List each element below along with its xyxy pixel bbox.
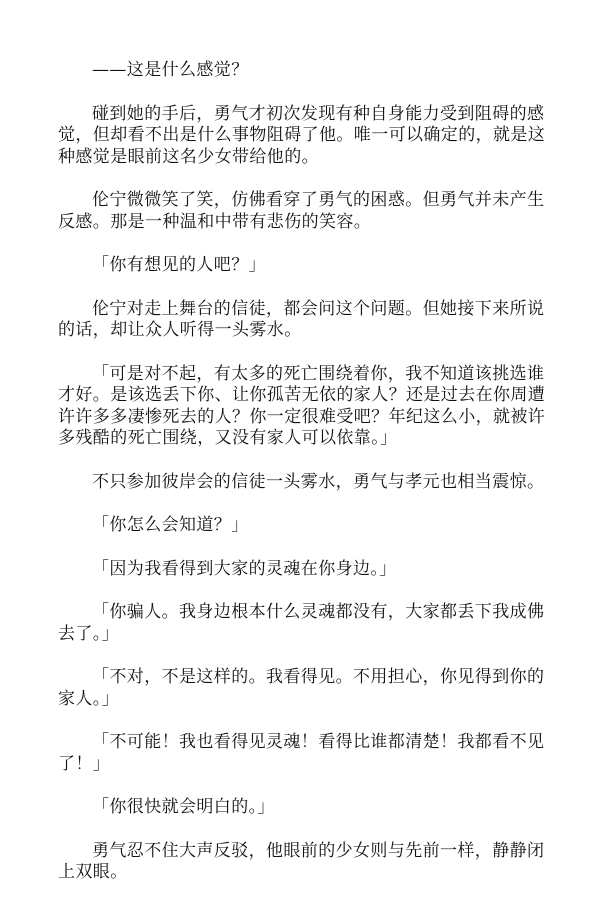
paragraph-10: 「你骗人。我身边根本什么灵魂都没有，大家都丢下我成佛去了。」	[58, 602, 545, 644]
paragraph-3: 伦宁微微笑了笑，仿佛看穿了勇气的困惑。但勇气并未产生反感。那是一种温和中带有悲伤的笑容。	[58, 190, 545, 232]
paragraph-14: 勇气忍不住大声反驳，他眼前的少女则与先前一样，静静闭上双眼。	[58, 840, 545, 882]
paragraph-5: 伦宁对走上舞台的信徒，都会问这个问题。但她接下来所说的话，却让众人听得一头雾水。	[58, 298, 545, 340]
paragraph-9: 「因为我看得到大家的灵魂在你身边。」	[92, 558, 397, 579]
paragraph-6: 「可是对不起，有太多的死亡围绕着你，我不知道该挑选谁才好。是该选丢下你、让你孤苦无依的家人？还是过去在你周遭许许多多凄惨死去的人？你一定很难受吧？年纪这么小，就被许多残酷的死亡围绕，又没有家人可以依靠。」	[58, 363, 546, 448]
paragraph-1: ——这是什么感觉？	[92, 60, 249, 80]
paragraph-7: 不只参加彼岸会的信徒一头雾水，勇气与孝元也相当震惊。	[92, 471, 545, 492]
paragraph-12: 「不可能！我也看得见灵魂！看得比谁都清楚！我都看不见了！」	[58, 732, 545, 774]
paragraph-13: 「你很快就会明白的。」	[92, 797, 275, 817]
body-text	[58, 60, 550, 906]
paragraph-2: 碰到她的手后，勇气才初次发现有种自身能力受到阻碍的感觉，但却看不出是什么事物阻碍了他。唯一可以确定的，就是这种感觉是眼前这名少女带给他的。	[58, 103, 546, 167]
paragraph-8: 「你怎么会知道？」	[92, 515, 249, 535]
paragraph-4: 「你有想见的人吧？」	[92, 255, 266, 275]
paragraph-11: 「不对，不是这样的。我看得见。不用担心，你见得到你的家人。」	[58, 667, 545, 709]
